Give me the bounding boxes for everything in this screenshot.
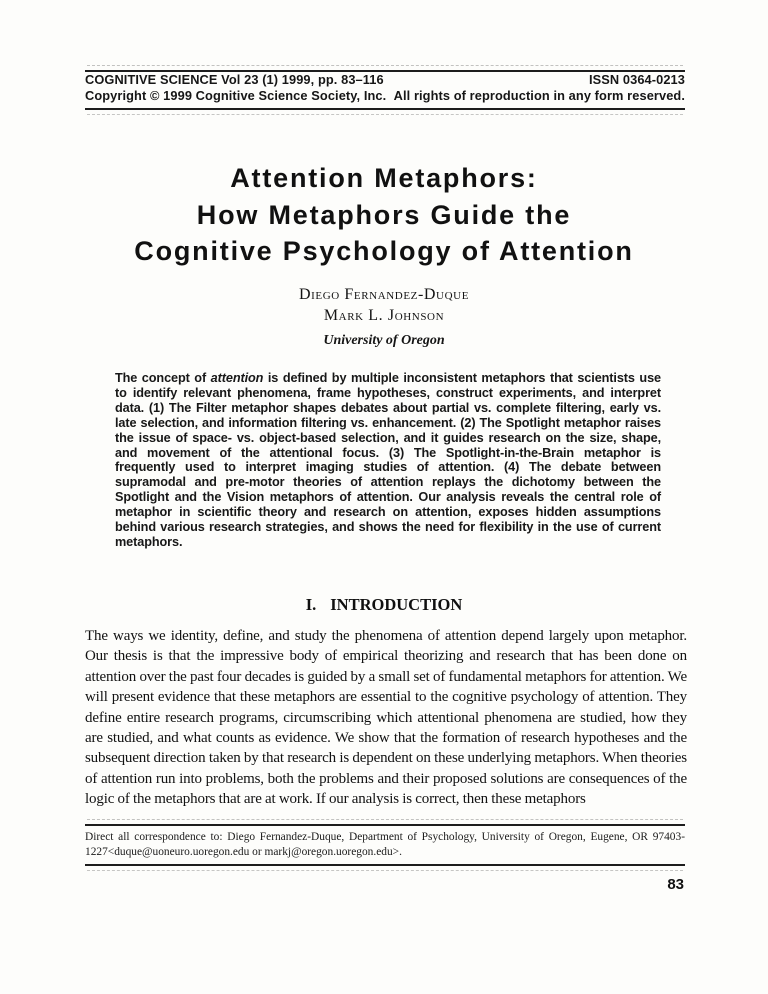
copyright-row: [85, 88, 685, 104]
title-line-3: Cognitive Psychology of Attention: [134, 236, 634, 266]
author-list: [0, 285, 768, 326]
journal-volume-line: COGNITIVE SCIENCE Vol 23 (1) 1999, pp. 83–116: [85, 72, 384, 87]
section-number: I.: [305, 595, 317, 614]
journal-info-row: [85, 72, 685, 88]
footnote-text: Direct all correspondence to: Diego Fernandez-Duque, Department of Psychology, University of Oregon, Eugene, OR 97403-1227<duque@uoneuro.uoregon.edu or markj@oregon.uoregon.edu>.: [85, 831, 685, 858]
footnote-top-rule: [85, 824, 685, 826]
rights-notice: All rights of reproduction in any form reserved.: [393, 88, 685, 103]
header-bottom-rule: [85, 108, 685, 110]
author-name-1: Diego Fernandez-Duque: [298, 286, 470, 303]
title-line-1: Attention Metaphors:: [230, 163, 538, 193]
abstract-lead: The concept of: [115, 371, 211, 385]
footnote-bottom-rule: [85, 864, 685, 866]
introduction-paragraph: The ways we identity, define, and study the phenomena of attention depend largely upon metaphor. Our thesis is that the impressive body of empirical theorizing and research that has been done on attention over the past four decades is guided by a small set of fundamental metaphors for attention. We will present evidence that these metaphors are essential to the cognitive psychology of attention. They define entire research programs, circumscribing which attentional phenomena are studied, how they are studied, and what counts as evidence. We show that the formation of research hypotheses and the subsequent direction taken by that research is dependent on these underlying metaphors. When theories of attention run into problems, both the problems and their proposed solutions are consequences of the logic of the metaphors that are at work. If our analysis is correct, then these metaphors: [85, 628, 687, 808]
journal-header: [85, 70, 685, 110]
abstract-body: is defined by multiple inconsistent metaphors that scientists use to identify relevant phenomena, frame hypotheses, construct experiments, and interpret data. (1) The Filter metaphor shapes debates about partial vs. complete filtering, early vs. late selection, and information filtering vs. enhancement. (2) The Spotlight metaphor raises the issue of space- vs. object-based selection, and it guides research on the size, shape, and movement of the attentional focus. (3) The Spotlight-in-the-Brain metaphor is frequently used to interpret imaging studies of attention. (4) The debate between supramodal and pre-motor theories of attention replays the dichotomy between the Spotlight and the Vision metaphors of attention. Our analysis reveals the central role of metaphor in scientific theory and research on attention, exposes hidden assumptions behind various research strategies, and shows the need for flexibility in the use of current metaphors.: [115, 371, 661, 549]
author-name-2: Mark L. Johnson: [323, 306, 445, 324]
page-number: 83: [667, 876, 684, 893]
section-title: INTRODUCTION: [330, 595, 463, 614]
copyright-notice: Copyright © 1999 Cognitive Science Society, Inc.: [85, 88, 387, 103]
journal-issn: ISSN 0364-0213: [588, 72, 685, 87]
title-line-2: How Metaphors Guide the: [196, 199, 572, 230]
correspondence-footnote: [85, 824, 685, 866]
affiliation: University of Oregon: [323, 333, 445, 348]
abstract-italic-term: attention: [210, 371, 264, 385]
section-heading-introduction: [0, 595, 768, 615]
paper-title: [0, 160, 768, 270]
header-top-rule: [85, 70, 685, 72]
abstract-paragraph: [115, 371, 661, 550]
